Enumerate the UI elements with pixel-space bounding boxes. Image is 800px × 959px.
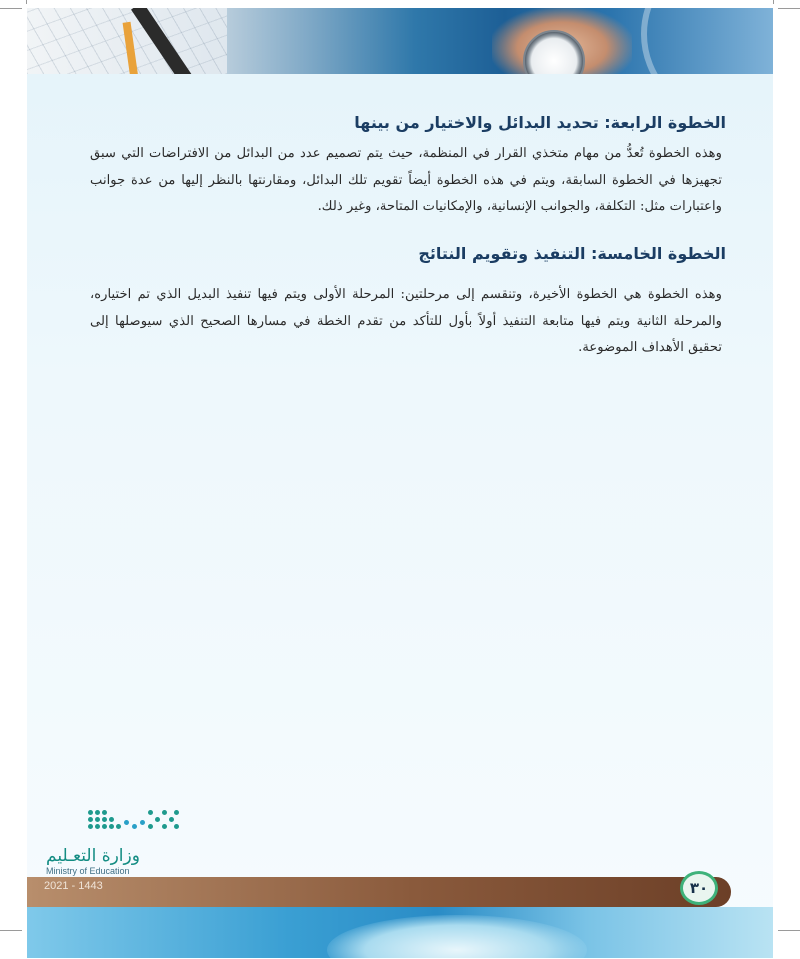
footer-bar [27, 877, 731, 907]
section4-body: وهذه الخطوة تُعدُّ من مهام متخذي القرار في المنظمة، حيث يتم تصميم عدد من البدائل من الافتراضات التي سبق تجهيزها في الخطوة السابقة، ويتم في هذه الخطوة أيضاً تقويم تلك البدائل، ومقارنتها بالنظر إليها من عدة جوانب واعتبارات مثل: التكلفة، والجوانب الإنسانية، والإمكانيات المتاحة، وغير ذلك. [90, 146, 722, 214]
ministry-name-english: Ministry of Education [46, 866, 130, 876]
crop-mark [778, 930, 800, 931]
section5-body: وهذه الخطوة هي الخطوة الأخيرة، وتنقسم إلى مرحلتين: المرحلة الأولى ويتم فيها تنفيذ البديل الذي تم اختياره، والمرحلة الثانية ويتم فيها متابعة التنفيذ أولاً بأول للتأكد من تقدم الخطة في مسارها الصحيح الذي سيوصلها إلى تحقيق الأهداف الموضوعة. [90, 287, 722, 355]
header-banner [27, 8, 773, 74]
page-number-badge: ٣٠ [680, 871, 718, 905]
section5-heading: الخطوة الخامسة: التنفيذ وتقويم النتائج [418, 244, 726, 263]
ministry-logo-icon [88, 810, 180, 840]
crop-mark [26, 0, 27, 4]
bottom-banner [27, 907, 773, 958]
decorative-curve [641, 8, 773, 74]
crop-mark [773, 0, 774, 4]
edition-year: 2021 - 1443 [44, 880, 103, 892]
crop-mark [0, 930, 22, 931]
ministry-name-arabic: وزارة التعـليم [46, 846, 140, 866]
glove-image [327, 915, 587, 958]
crop-mark [0, 8, 22, 9]
section4-heading: الخطوة الرابعة: تحديد البدائل والاختيار من بينها [354, 113, 726, 132]
crop-mark [778, 8, 800, 9]
